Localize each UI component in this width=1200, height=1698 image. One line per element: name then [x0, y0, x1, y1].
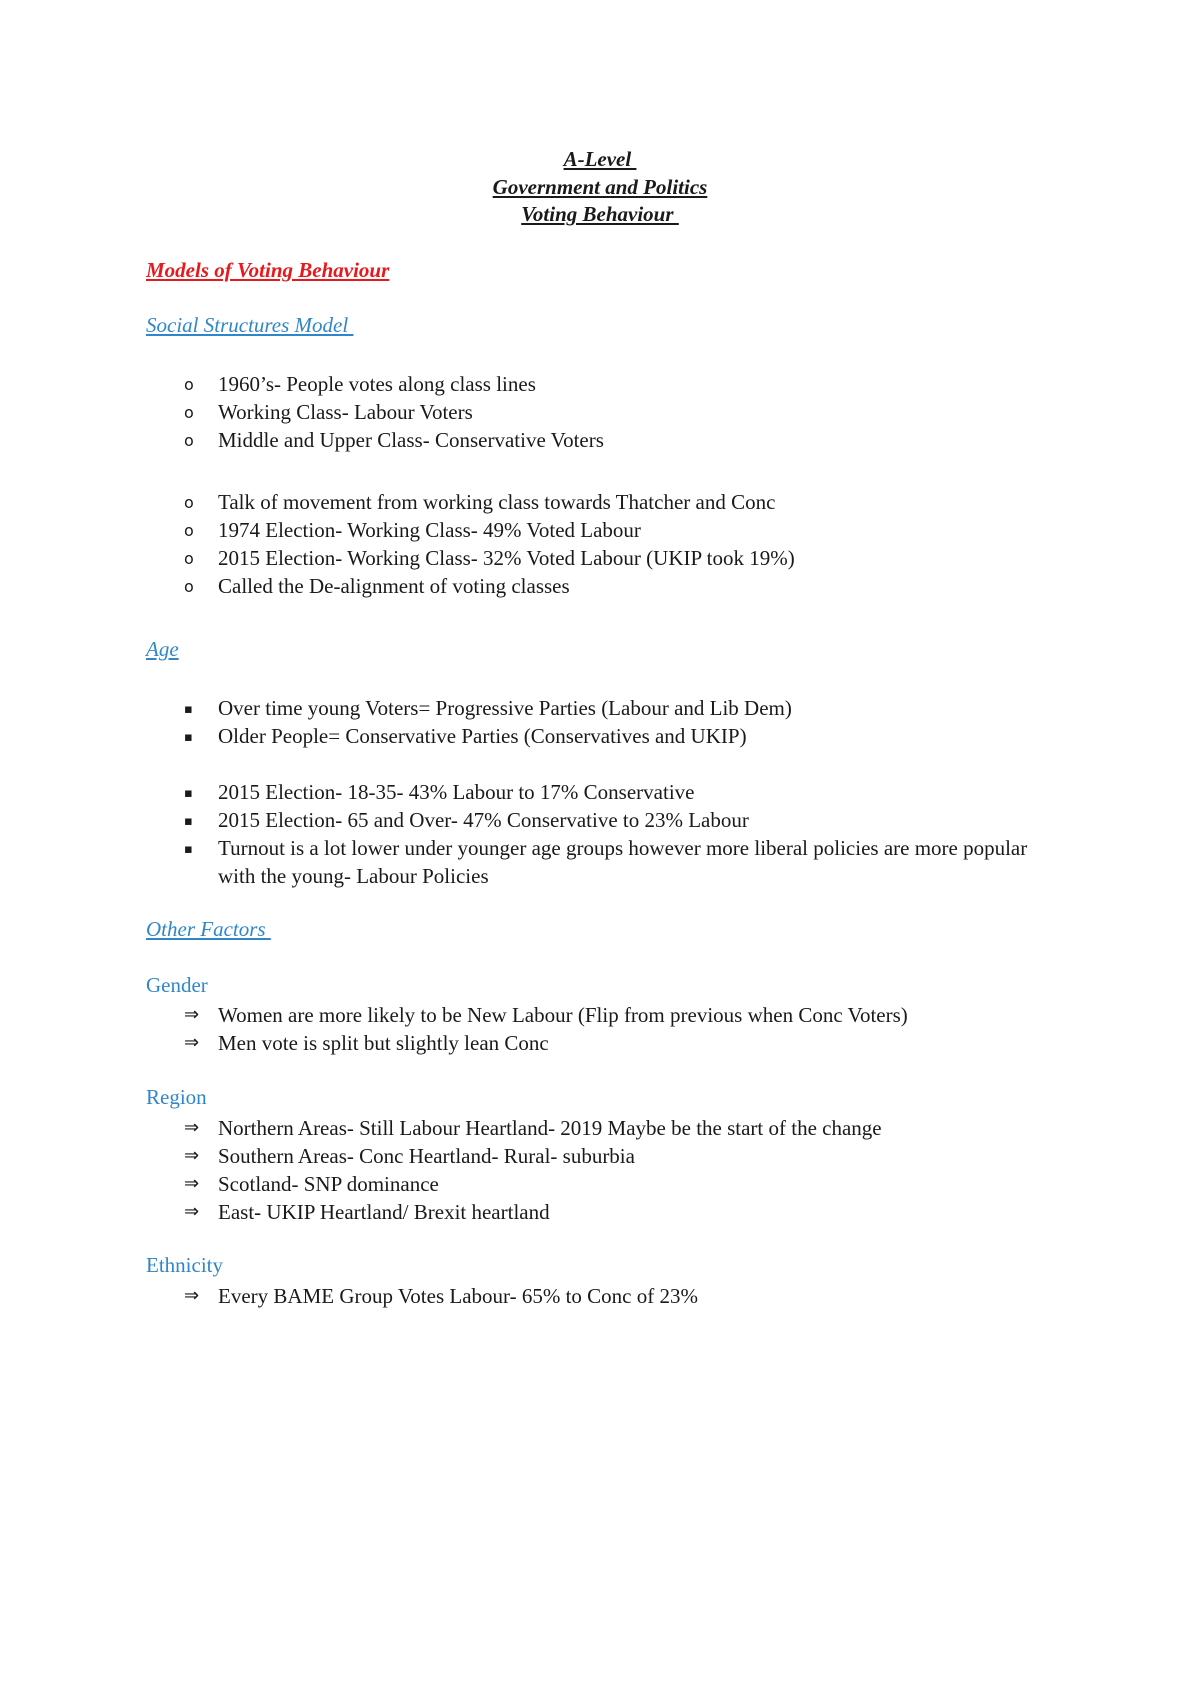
square-bullet-icon: ▪ [184, 702, 193, 717]
age-list-2 [0, 778, 1048, 890]
gender-heading: Gender [146, 973, 208, 997]
list-item: ⇒ Southern Areas- Conc Heartland- Rural- suburbia [184, 1144, 635, 1168]
double-arrow-icon: ⇒ [184, 1004, 200, 1025]
circle-bullet-icon: o [184, 521, 194, 540]
age-list-1 [0, 694, 1048, 750]
double-arrow-icon: ⇒ [184, 1145, 200, 1166]
region-list [0, 1114, 1048, 1226]
double-arrow-icon: ⇒ [184, 1117, 200, 1138]
circle-bullet-icon: o [184, 403, 194, 422]
list-item: ⇒ Every BAME Group Votes Labour- 65% to Conc of 23% [184, 1284, 698, 1308]
list-item: o Working Class- Labour Voters [0, 398, 1048, 426]
circle-bullet-icon: o [184, 493, 194, 512]
circle-bullet-icon: o [184, 549, 194, 568]
square-bullet-icon: ▪ [184, 786, 193, 801]
other-factors-heading: Other Factors [146, 917, 271, 941]
title-topic: Voting Behaviour [521, 202, 679, 226]
social-list-1 [0, 370, 1048, 454]
double-arrow-icon: ⇒ [184, 1032, 200, 1053]
square-bullet-icon: ▪ [184, 814, 193, 829]
double-arrow-icon: ⇒ [184, 1173, 200, 1194]
list-item: ▪ 2015 Election- 18-35- 43% Labour to 17% Conservative [0, 778, 1048, 806]
square-bullet-icon: ▪ [184, 842, 193, 857]
list-item: ⇒ Women are more likely to be New Labour (Flip from previous when Conc Voters) [184, 1003, 908, 1027]
circle-bullet-icon: o [184, 577, 194, 596]
list-item: o Talk of movement from working class towards Thatcher and Conc [0, 488, 1048, 516]
title-level: A-Level [563, 147, 637, 171]
circle-bullet-icon: o [184, 375, 194, 394]
list-item: o Middle and Upper Class- Conservative Voters [0, 426, 1048, 454]
list-item: ⇒ Northern Areas- Still Labour Heartland- 2019 Maybe be the start of the change [184, 1116, 882, 1140]
list-item: ▪ 2015 Election- 65 and Over- 47% Conservative to 23% Labour [0, 806, 1048, 834]
list-item: ⇒ East- UKIP Heartland/ Brexit heartland [184, 1200, 550, 1224]
region-heading: Region [146, 1085, 207, 1109]
gender-list [0, 1001, 1048, 1057]
document-title [0, 146, 1200, 229]
square-bullet-icon: ▪ [184, 730, 193, 745]
list-item: ▪ Over time young Voters= Progressive Parties (Labour and Lib Dem) [0, 694, 1048, 722]
list-item: o Called the De-alignment of voting classes [0, 572, 1048, 600]
list-item: o 1974 Election- Working Class- 49% Voted Labour [0, 516, 1048, 544]
circle-bullet-icon: o [184, 431, 194, 450]
models-heading: Models of Voting Behaviour [146, 258, 390, 282]
list-item: ▪ Turnout is a lot lower under younger age groups however more liberal policies are more popular with the young- Labour Policies [184, 836, 1028, 888]
ethnicity-heading: Ethnicity [146, 1253, 223, 1277]
age-heading: Age [146, 637, 179, 661]
double-arrow-icon: ⇒ [184, 1285, 200, 1306]
list-item: ⇒ Men vote is split but slightly lean Conc [184, 1031, 549, 1055]
social-structures-heading: Social Structures Model [146, 313, 354, 337]
double-arrow-icon: ⇒ [184, 1201, 200, 1222]
list-item: o 1960’s- People votes along class lines [0, 370, 1048, 398]
ethnicity-list [0, 1282, 1048, 1310]
list-item: ⇒ Scotland- SNP dominance [184, 1172, 439, 1196]
list-item: ▪ Older People= Conservative Parties (Conservatives and UKIP) [0, 722, 1048, 750]
title-subject: Government and Politics [492, 174, 708, 199]
social-list-2 [0, 488, 1048, 600]
list-item: o 2015 Election- Working Class- 32% Voted Labour (UKIP took 19%) [0, 544, 1048, 572]
